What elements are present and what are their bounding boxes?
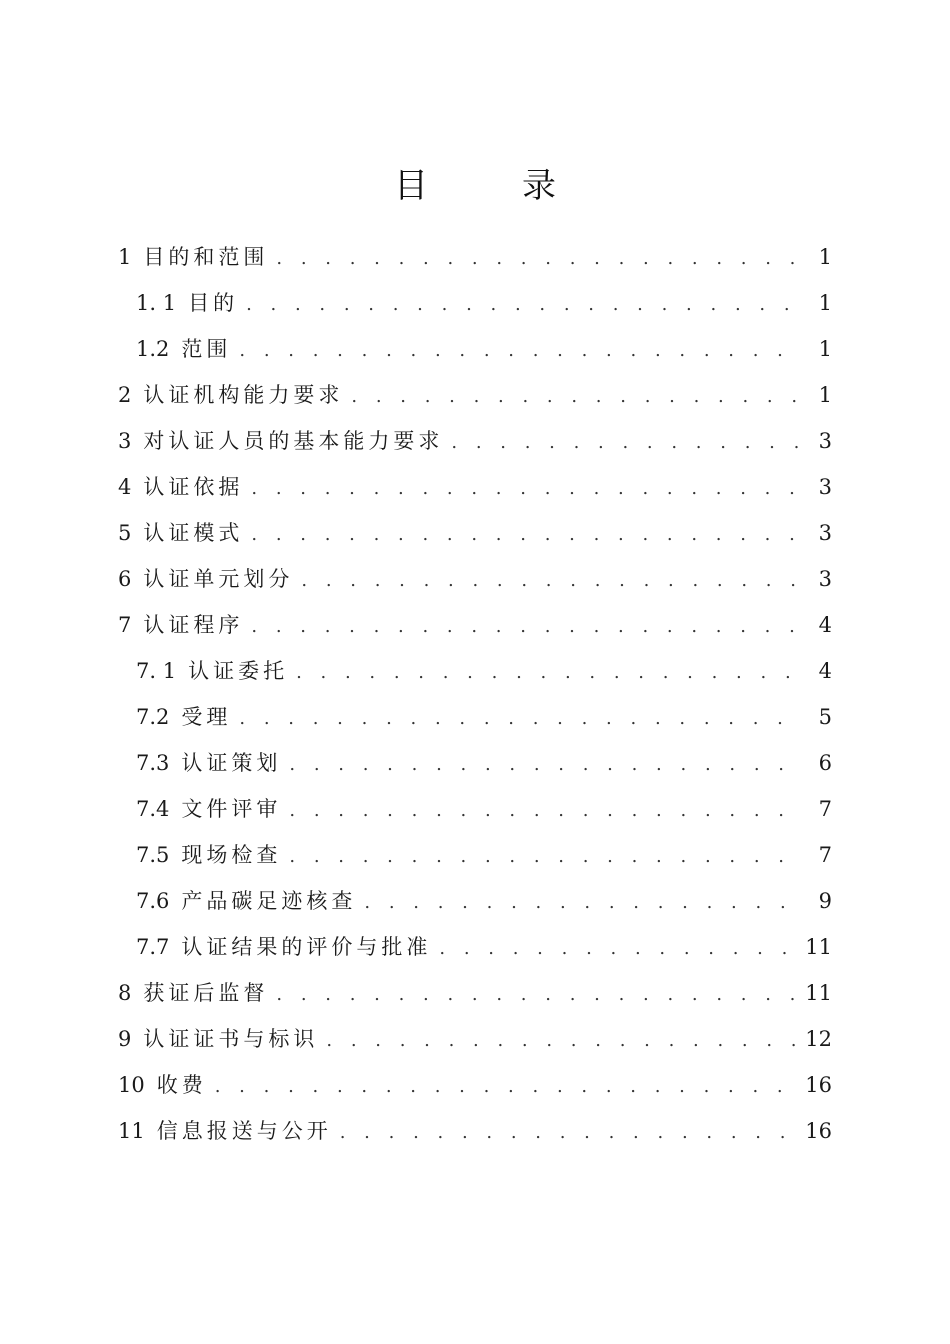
- toc-dot-leader: [351, 374, 800, 420]
- toc-entry-page: 3: [818, 521, 832, 545]
- toc-entry-title: 认证委托: [188, 659, 289, 683]
- toc-entry-title: 认证机构能力要求: [143, 383, 344, 407]
- toc-entry-number: 7.7: [136, 935, 170, 959]
- toc-dot-leader: [289, 788, 800, 834]
- toc-entry-title: 认证结果的评价与批准: [181, 935, 432, 959]
- toc-dot-leader: [251, 512, 800, 558]
- toc-entry-page: 16: [805, 1073, 832, 1097]
- toc-entry[interactable]: [118, 694, 832, 740]
- toc-entry-page: 11: [805, 935, 832, 959]
- toc-entry-number: 4: [118, 475, 132, 499]
- toc-entry[interactable]: [118, 372, 832, 418]
- toc-entry-page: 3: [818, 475, 832, 499]
- toc-entry-title: 产品碳足迹核查: [181, 889, 357, 913]
- toc-entry-title: 认证模式: [143, 521, 244, 545]
- toc-entry[interactable]: [118, 556, 832, 602]
- toc-entry-number: 7.3: [136, 751, 170, 775]
- toc-title: 目 录: [394, 166, 586, 206]
- toc-dot-leader: [251, 604, 800, 650]
- toc-entry-page: 6: [818, 751, 832, 775]
- toc-entry[interactable]: [118, 740, 832, 786]
- toc-dot-leader: [289, 834, 800, 880]
- toc-entry-title: 获证后监督: [143, 981, 269, 1005]
- toc-entry-number: 8: [118, 981, 132, 1005]
- toc-entry-number: 7.6: [136, 889, 170, 913]
- toc-dot-leader: [215, 1064, 796, 1110]
- toc-entry-number: 7: [118, 613, 132, 637]
- toc-entry-number: 1.2: [136, 337, 170, 361]
- toc-entry[interactable]: [118, 510, 832, 556]
- toc-dot-leader: [301, 558, 800, 604]
- toc-entry-page: 5: [818, 705, 832, 729]
- toc-dot-leader: [251, 466, 800, 512]
- toc-entry-number: 11: [118, 1119, 145, 1143]
- toc-entry[interactable]: [118, 602, 832, 648]
- toc-entry-page: 3: [818, 567, 832, 591]
- toc-dot-leader: [340, 1110, 796, 1156]
- toc-entry[interactable]: [118, 418, 832, 464]
- toc-entry[interactable]: [118, 280, 832, 326]
- toc-entry-number: 6: [118, 567, 132, 591]
- toc-entry-title: 认证证书与标识: [143, 1027, 319, 1051]
- toc-dot-leader: [451, 420, 800, 466]
- toc-dot-leader: [246, 282, 800, 328]
- toc-entry-page: 7: [818, 797, 832, 821]
- toc-entry-page: 1: [818, 245, 832, 269]
- toc-entry-page: 3: [818, 429, 832, 453]
- toc-dot-leader: [439, 926, 795, 972]
- toc-entry-number: 7. 1: [136, 659, 177, 683]
- toc-entry[interactable]: [118, 832, 832, 878]
- toc-entry[interactable]: [118, 1062, 832, 1108]
- toc-dot-leader: [296, 650, 800, 696]
- toc-entry[interactable]: [118, 234, 832, 280]
- toc-entry[interactable]: [118, 326, 832, 372]
- toc-entry-title: 文件评审: [181, 797, 282, 821]
- toc-dot-leader: [326, 1018, 795, 1064]
- toc-entry-title: 目的: [188, 291, 239, 315]
- toc-entry-page: 1: [818, 291, 832, 315]
- table-of-contents: [118, 234, 832, 1154]
- toc-entry[interactable]: [118, 648, 832, 694]
- toc-entry[interactable]: [118, 924, 832, 970]
- toc-entry-title: 目的和范围: [143, 245, 269, 269]
- toc-entry[interactable]: [118, 1016, 832, 1062]
- toc-entry-title: 认证程序: [143, 613, 244, 637]
- toc-entry-number: 7.4: [136, 797, 170, 821]
- toc-entry-page: 7: [818, 843, 832, 867]
- toc-dot-leader: [289, 742, 800, 788]
- toc-entry-title: 对认证人员的基本能力要求: [143, 429, 444, 453]
- toc-entry-title: 收费: [156, 1073, 207, 1097]
- toc-entry[interactable]: [118, 878, 832, 924]
- toc-entry[interactable]: [118, 786, 832, 832]
- toc-entry-number: 7.2: [136, 705, 170, 729]
- toc-entry-number: 2: [118, 383, 132, 407]
- toc-entry-number: 1. 1: [136, 291, 177, 315]
- toc-dot-leader: [239, 328, 800, 374]
- toc-entry-page: 1: [818, 383, 832, 407]
- toc-entry-number: 5: [118, 521, 132, 545]
- toc-entry[interactable]: [118, 464, 832, 510]
- toc-entry-page: 12: [805, 1027, 832, 1051]
- toc-entry[interactable]: [118, 970, 832, 1016]
- toc-entry-number: 1: [118, 245, 132, 269]
- toc-entry-title: 认证单元划分: [143, 567, 294, 591]
- toc-entry-number: 7.5: [136, 843, 170, 867]
- toc-entry-page: 4: [818, 613, 832, 637]
- toc-dot-leader: [276, 972, 795, 1018]
- toc-entry-page: 4: [818, 659, 832, 683]
- toc-entry-title: 信息报送与公开: [156, 1119, 332, 1143]
- toc-entry-title: 范围: [181, 337, 232, 361]
- toc-entry-number: 10: [118, 1073, 145, 1097]
- toc-entry-page: 11: [805, 981, 832, 1005]
- toc-dot-leader: [239, 696, 800, 742]
- toc-entry-number: 9: [118, 1027, 132, 1051]
- toc-entry-page: 1: [818, 337, 832, 361]
- toc-entry-title: 认证策划: [181, 751, 282, 775]
- toc-entry-title: 受理: [181, 705, 232, 729]
- toc-dot-leader: [364, 880, 800, 926]
- toc-dot-leader: [276, 236, 800, 282]
- toc-entry-title: 现场检查: [181, 843, 282, 867]
- toc-entry-page: 9: [818, 889, 832, 913]
- toc-entry-page: 16: [805, 1119, 832, 1143]
- toc-entry-title: 认证依据: [143, 475, 244, 499]
- toc-entry[interactable]: [118, 1108, 832, 1154]
- toc-entry-number: 3: [118, 429, 132, 453]
